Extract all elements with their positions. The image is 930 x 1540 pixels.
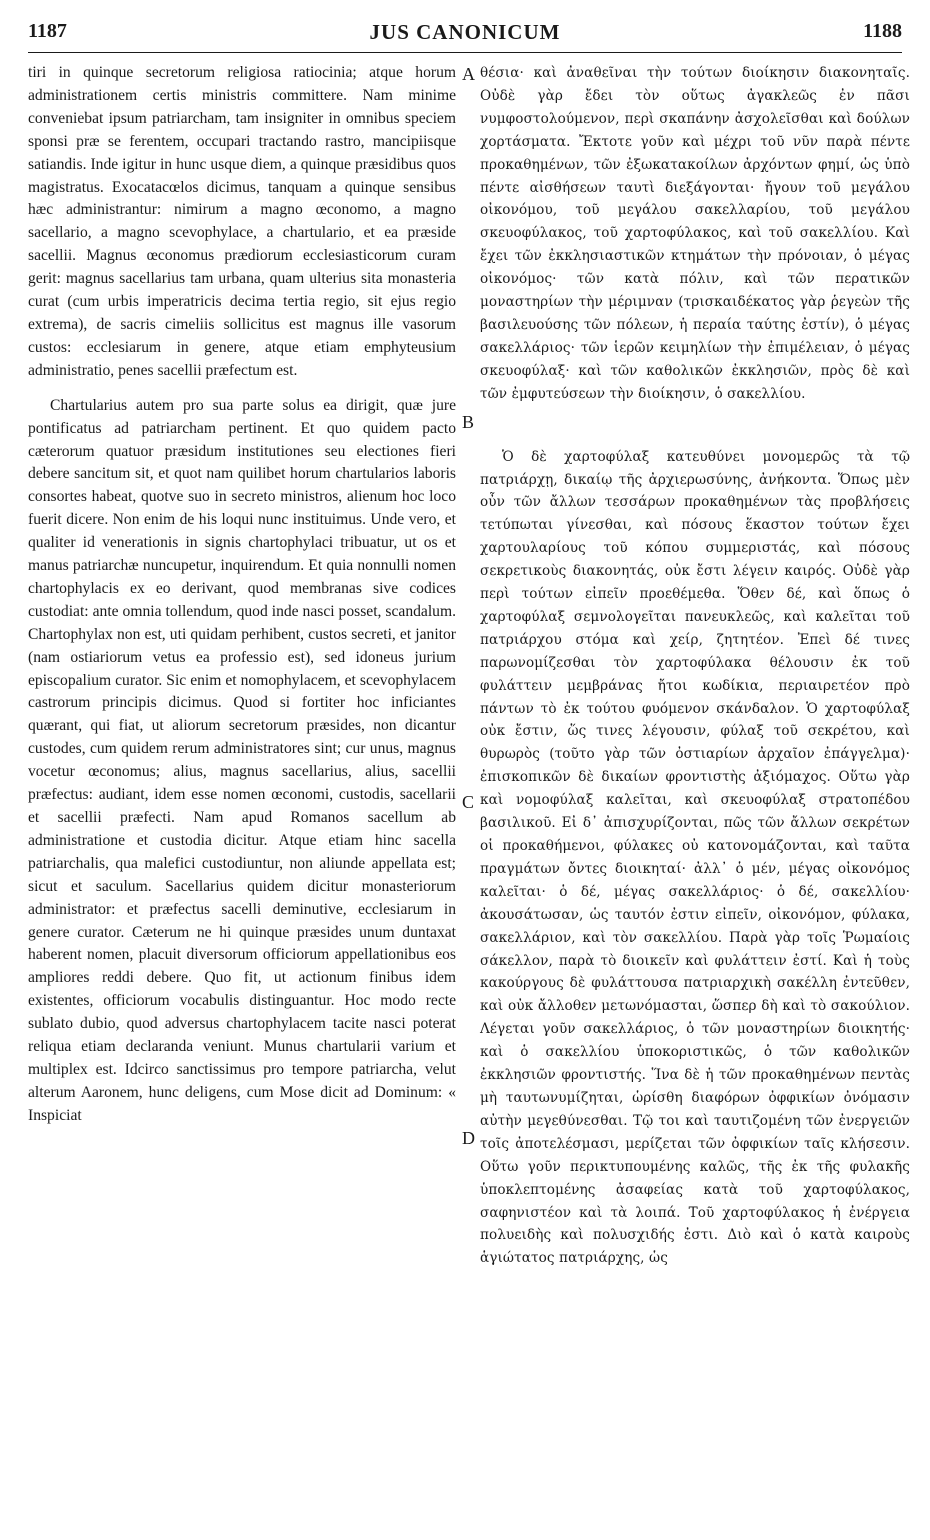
running-title: JUS CANONICUM <box>369 20 561 44</box>
left-page-number: 1187 <box>28 20 67 42</box>
header-rule <box>28 52 902 53</box>
greek-paragraph-2: Ὁ δὲ χαρτοφύλαξ κατευθύνει μονομερῶς τὰ τῷ πατριάρχῃ, δικαίῳ τῆς ἀρχιερωσύνης, ἀνήκοντα. Ὅπως μὲν οὖν τῶν ἄλλων τεσσάρων προκαθημένων τὰς προβλήσεις τετύπωται γίνεσθαι, καὶ πόσους ἕκαστον τούτων ἔχει χαρτουλαρίους τοῦ κόπου συμμεριστάς, καὶ πόσους σεκρετικοὺς διακονητάς, οὐκ ἔστι λέγειν καιρός. Οὐδὲ γὰρ περὶ τούτων εἰπεῖν προεθέμεθα. Ὅθεν δέ, καὶ ὅπως ὁ χαρτοφύλαξ σεμνολογεῖται πανευκλεῶς, καὶ καλεῖται τοῦ πατριάρχου στόμα καὶ χείρ, ζητητέον. Ἐπεὶ δέ τινες παρωνομίζεσθαι τὸν χαρτοφύλακα θέλουσιν ἐκ τοῦ φυλάττειν μεμβράνας ἤτοι κωδίκια, περιαιρετέον πρὸ πάντων τὸ ἐκ τούτου φυόμενον σκάνδαλον. Ὁ χαρτοφύλαξ οὐκ ἔστιν, ὥς τινες λέγουσιν, φύλαξ τοῦ σεκρέτου, καὶ θυρωρὸς (τοῦτο γὰρ τῶν ὀστιαρίων ἀρχαῖον ἐπάγγελμα)· ἐπισκοπικῶν δὲ δικαίων φροντιστὴς ἀξιόμαχος. Οὕτω γὰρ καὶ νομοφύλαξ καλεῖται, καὶ σκευοφύλαξ στρατοπέδου βασιλικοῦ. Εἰ δ᾽ ἀπισχυρίζονται, πῶς τῶν ἄλλων σεκρέτων οἱ προκαθήμενοι, φύλακες οὐ κατονομάζονται, καὶ ταῦτα πραγμάτων ὄντες διοικηταί· ἀλλ᾽ ὁ μέν, μέγας οἰκονόμος καλεῖται· ὁ δέ, μέγας σακελλάριος· ὁ δέ, σακελλίου· ἀκουσάτωσαν, ὡς ταυτόν ἐστιν εἰπεῖν, οἰκονόμον, φύλακα, σακελλάριον, καὶ τὸν σακελλίου. Παρὰ γὰρ τοῖς Ῥωμαίοις σάκελλον, παρὰ τὸ διοικεῖν καὶ φυλάττειν ἐστί. Καὶ ἡ τοὺς κακούργους δὲ φυλάττουσα πατριαρχικὴ σακέλλη ἐντεῦθεν, καὶ οὐκ ἄλλοθεν μετωνόμασται, ὥσπερ δὴ καὶ τὸ σακούλιον. Λέγεται γοῦν σακελλάριος, ὁ τῶν μοναστηρίων διοικητής· καὶ ὁ σακελλίου ὑποκοριστικῶς, ὁ τῶν καθολικῶν ἐκκλησιῶν φροντιστής. Ἵνα δὲ ἡ τῶν προκαθημένων πεντὰς μὴ ταυτωνυμίζηται, ὡρίσθη διαφόρων ὀφφικίων ὀνόμασιν αὐτὴν μεγεθύνεσθαι. Τῷ τοι καὶ ταυτιζομένη τῶν ἐνεργειῶν τοῖς ἀποτελέσμασι, μερίζεται τῶν ὀφφικίων ταῖς κλήσεσιν. Οὕτω γοῦν περικτυπουμένης καλῶς, τῆς ἐκ τῆς φυλακῆς ὑποκλεπτομένης ἀσαφείας κατὰ τοῦ χαρτοφύλακος, σαφηνιστέον καὶ τὰ λοιπά. Τοῦ χαρτοφύλακος ἡ ἐνέργεια πολυειδὴς καὶ πολυσχιδής ἐστι. Διὸ καὶ ὁ κατὰ καιροὺς ἁγιώτατος πατριάρχης, ὡς <box>480 448 910 1267</box>
margin-letter-c: C <box>462 792 475 812</box>
latin-paragraph-1: tiri in quinque secretorum religiosa ratiocinia; atque horum administrationem certis ministris committere. Nam minime conveniebat ipsum patriarcham, tam insigniter in omnibus speciem sponsi præ se ferentem, occupari tractando rastro, mancipiisque satiandis. Inde igitur in hunc usque diem, a quinque præsidibus quos magistratus. Exocatacœlos dicimus, tanquam a quinque sensibus hæc administrantur: nimirum a magno œconomo, a magno sacellario, a magno scevophylace, a chartulario, et ea præside sacellii. Magnus œconomus prædiorum ecclesiasticorum curam gerit: magnus sacellarius tam urbana, quam ulterius sita monasteria curat (cum urbis imperatricis decima tertia regio, sit ejus regio extrema), de sacris cimeliis sollicitus est magnus ille vasorum custos: ecclesiarum in genere, atque etiam emphyteusium administratio, penes sacellii præfectum est. <box>28 64 456 379</box>
page-header <box>28 20 902 50</box>
latin-column <box>28 62 456 1128</box>
paragraph-gap <box>480 406 910 446</box>
margin-letter-d: D <box>462 1128 475 1148</box>
greek-column <box>480 62 910 1270</box>
latin-paragraph-2: Chartularius autem pro sua parte solus ea dirigit, quæ jure pontificatus ad patriarcham pertinent. Et quo quidem pacto cæterorum quatuor præsidum institutiones seu electiones fieri debere sancitum sit, et quot nam quilibet horum chartularios laboris consortes habeat, quotve suo in secreto ministros, alienum hoc loco fuerit dicere. Non enim de his loqui nunc instituimus. Unde vero, et qualiter id venerationis in signis chartophylaci tribuatur, ut os et manus patriarchæ nuncupetur, inquirendum. Et quia nonnulli nomen chartophylacis ex eo derivant, quod membranas sive codices custodiat: ante omnia tollendum, quod inde nasci posset, scandalum. Chartophylax non est, uti quidam perhibent, custos secreti, et janitor (nam ostiariorum vetus ea professio est), sed idoneus jurium episcopalium curator. Sic enim et nomophylacem, et scevophylacem castrorum principis dicimus. Quod si fortiter hoc inficiantes quærant, qui fiat, ut aliorum secretorum præsides, non dicantur custodes, cum quidem rerum administratores sint; cur unus, magnus vocetur œconomus; alius, magnus sacellarius, alius, sacellii præfectus: audiant, idem esse nomen œconomi, custodis, sacellarii et sacellii præfecti. Nam apud Romanos sacellum ab administratione et custodia dicitur. Atque etiam hinc sacella patriarchalis, qua malefici custodiuntur, non aliunde appellata est; sicut et saculum. Sacellarius quidem dicitur monasteriorum administrator: et præfectus sacelli deminutive, ecclesiarum in genere curator. Cæterum ne hi quinque præsides unum duntaxat haberent nomen, placuit diversorum officiorum appellationibus eos ampliores reddi debere. Quo fit, ut actionum finibus idem existentes, officiorum vocabulis distinguantur. Hoc modo recte sublato dubio, quod adversus chartophylacem tacite nasci poterat reliqua etiam declaranda veniunt. Munus chartularii varium et multiplex est. Idcirco sanctissimus pro tempore patriarcha, velut alterum Aaronem, hunc deligens, cum Mose dicit ad Dominum: « Inspiciat <box>28 396 456 1124</box>
margin-letter-b: B <box>462 412 475 432</box>
margin-letter-a: A <box>462 64 475 84</box>
paragraph-gap <box>28 383 456 395</box>
greek-paragraph-1: θέσια· καὶ ἀναθεῖναι τὴν τούτων διοίκησιν διακονηταῖς. Οὐδὲ γὰρ ἔδει τὸν οὕτως ἀγακλεῶς ἐν πᾶσι νυμφοστολούμενον, περὶ σκαπάνην ἀσχολεῖσθαι καὶ δούλων χορτάσματα. Ἔκτοτε γοῦν καὶ μέχρι τοῦ νῦν παρὰ πέντε προκαθημένων, τῶν ἐξωκατακοίλων ἀρχόντων φημί, ὡς ὑπὸ πέντε αἰσθήσεων ταυτὶ διεξάγονται· ἤγουν τοῦ μεγάλου οἰκονόμου, τοῦ μεγάλου σακελλαρίου, τοῦ μεγάλου σκευοφύλακος, τοῦ χαρτοφύλακος, καὶ τοῦ σακελλίου. Καὶ ἔχει τῶν ἐκκλησιαστικῶν κτημάτων τὴν πρόνοιαν, ὁ μέγας οἰκονόμος· τῶν κατὰ πόλιν, καὶ τῶν περατικῶν μοναστηρίων τὴν μέριμναν (τρισκαιδέκατος γὰρ ῥεγεὼν τῆς βασιλευούσης τῶν πόλεων, ἡ περαία ταύτης ἐστίν), ὁ μέγας σακελλάριος· τῶν ἱερῶν κειμηλίων τὴν ἐπιμέλειαν, ὁ μέγας σκευοφύλαξ· καὶ τῶν καθολικῶν ἐκκλησιῶν, πρὸς δὲ καὶ τῶν ἐμφυτεύσεων τὴν διοίκησιν, ὁ σακελλίου. <box>480 65 910 402</box>
right-page-number: 1188 <box>863 20 902 42</box>
